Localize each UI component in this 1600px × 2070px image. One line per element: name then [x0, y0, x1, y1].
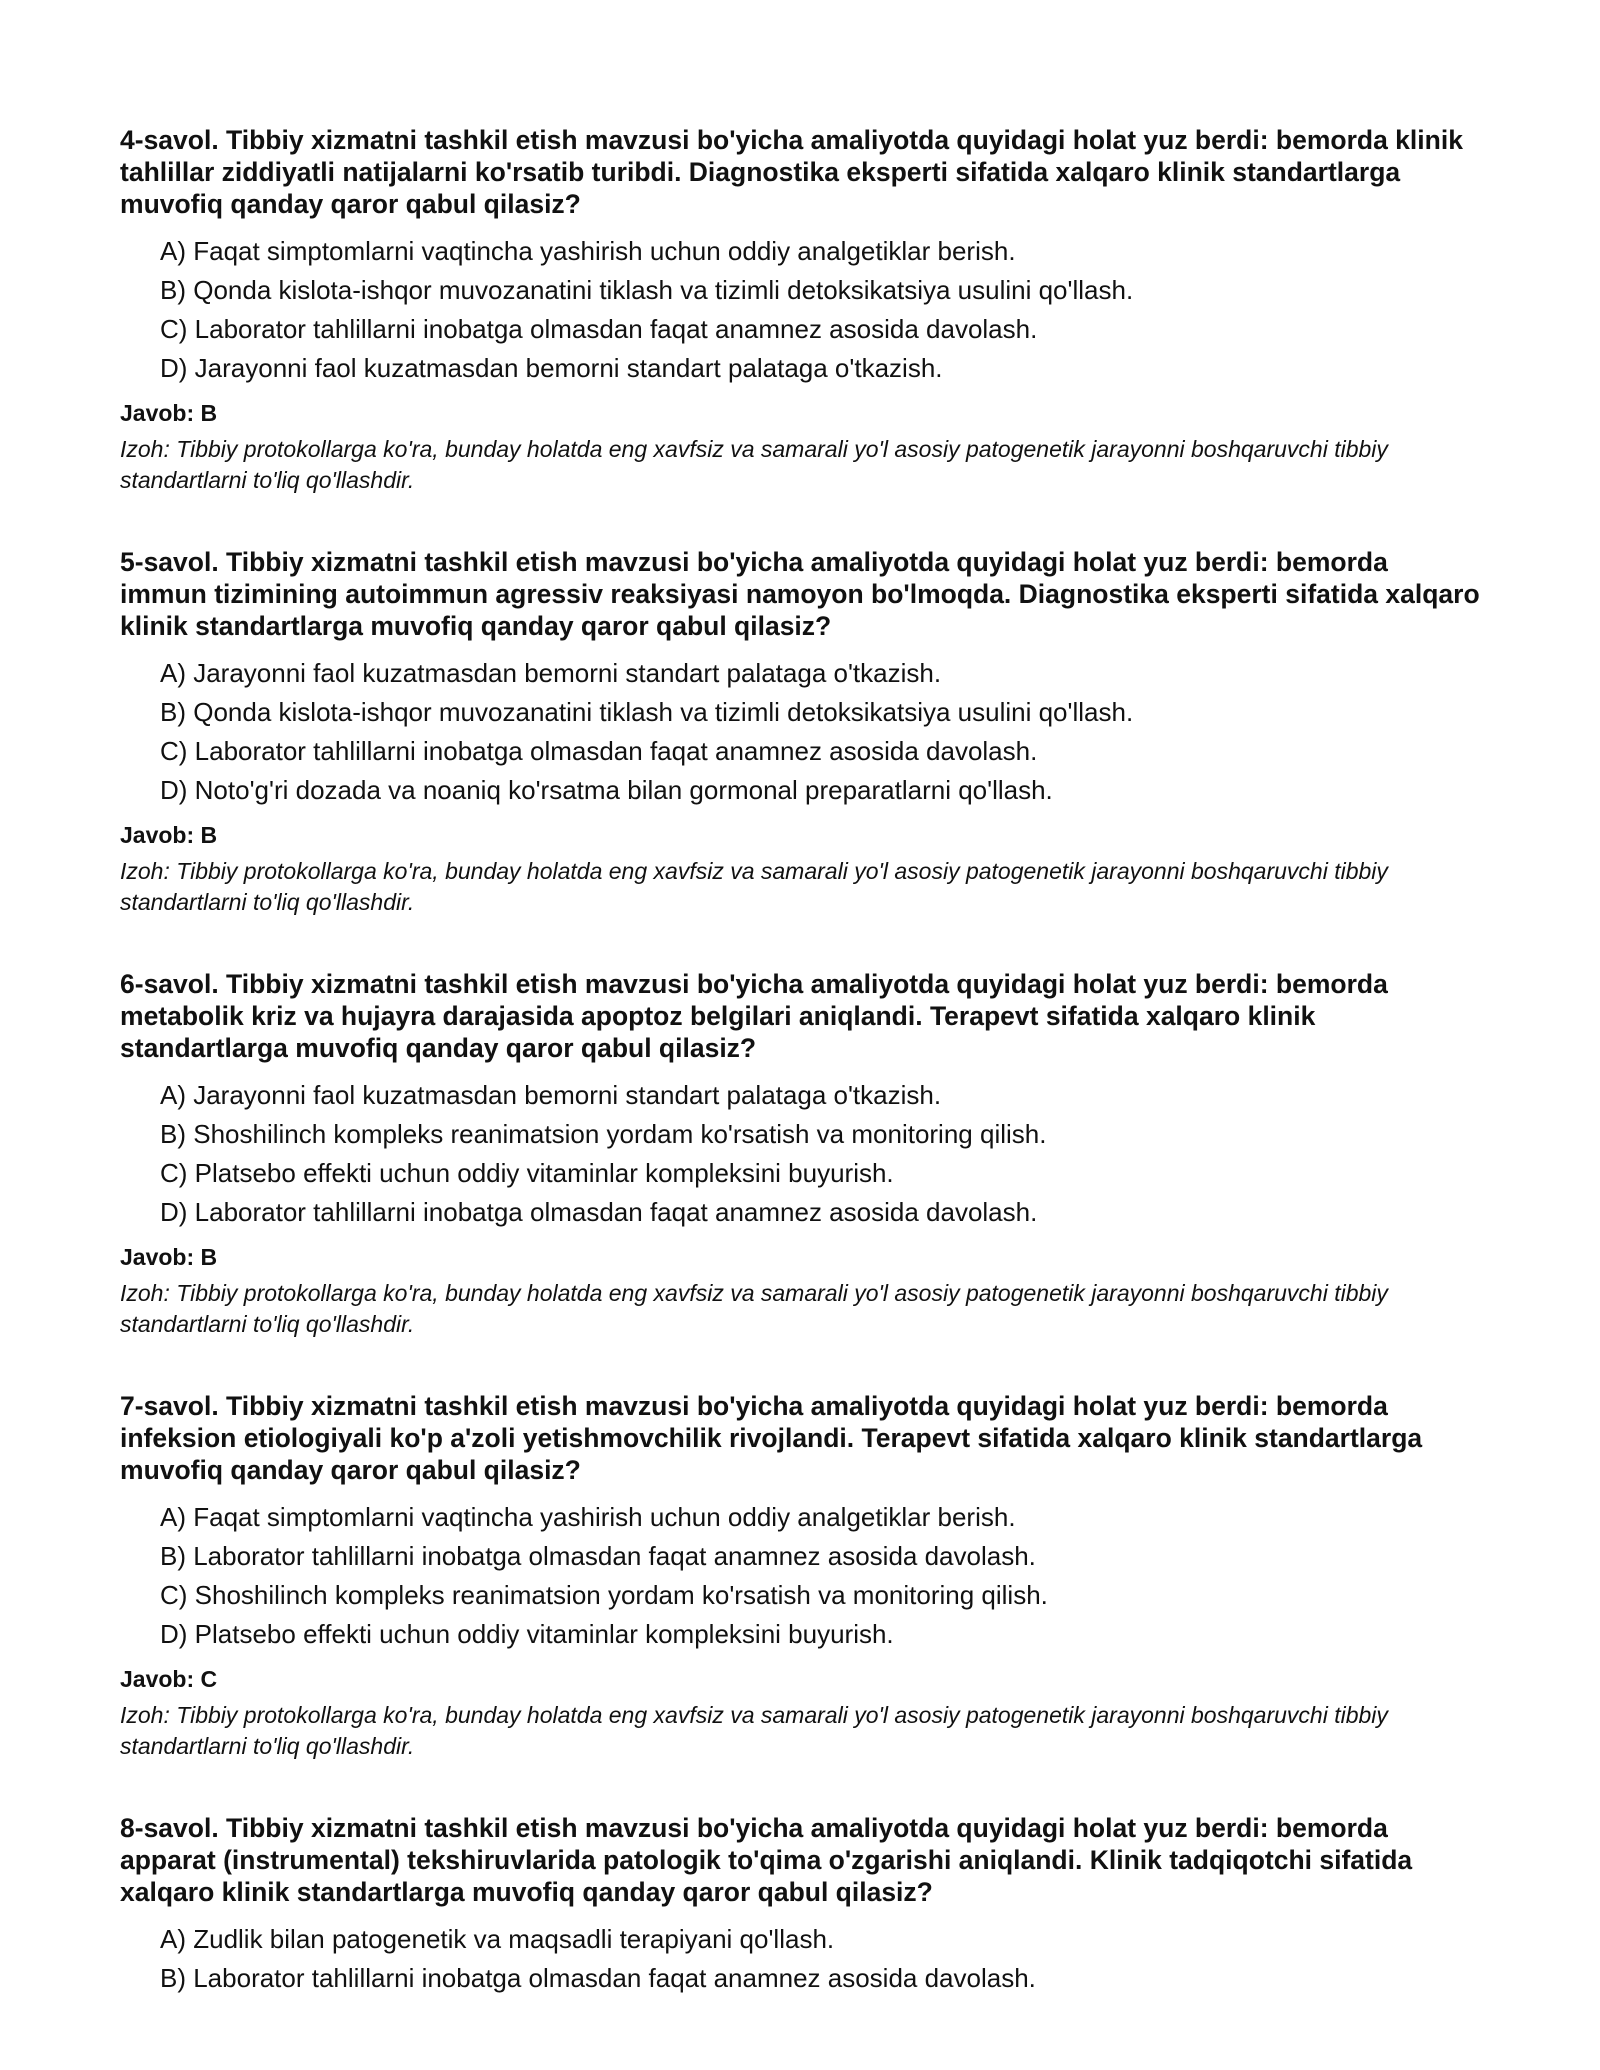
option-c: C) Laborator tahlillarni inobatga olmasdan faqat anamnez asosida davolash.	[160, 736, 1038, 766]
option-d: D) Platsebo effekti uchun oddiy vitaminlar kompleksini buyurish.	[160, 1619, 894, 1649]
options-list	[120, 1076, 1480, 1232]
option-b: B) Shoshilinch kompleks reanimatsion yordam ko'rsatish va monitoring qilish.	[160, 1119, 1047, 1149]
explanation-note: Izoh: Tibbiy protokollarga ko'ra, bunday holatda eng xavfsiz va samarali yo'l asosiy patogenetik jarayonni boshqaruvchi tibbiy standartlarni to'liq qo'llashdir.	[120, 436, 1388, 493]
explanation-note: Izoh: Tibbiy protokollarga ko'ra, bunday holatda eng xavfsiz va samarali yo'l asosiy patogenetik jarayonni boshqaruvchi tibbiy standartlarni to'liq qo'llashdir.	[120, 1702, 1388, 1759]
options-list	[120, 1498, 1480, 1654]
option-a: A) Jarayonni faol kuzatmasdan bemorni standart palataga o'tkazish.	[160, 1080, 942, 1110]
option-b: B) Qonda kislota-ishqor muvozanatini tiklash va tizimli detoksikatsiya usulini qo'llash.	[160, 275, 1134, 305]
question-text: 5-savol. Tibbiy xizmatni tashkil etish mavzusi bo'yicha amaliyotda quyidagi holat yuz berdi: bemorda immun tizimining autoimmun agressiv reaksiyasi namoyon bo'lmoqda. Diagnostika eksperti sifatida xalqaro klinik standartlarga muvofiq qanday qaror qabul qilasiz?	[120, 547, 1480, 641]
option-d: D) Laborator tahlillarni inobatga olmasdan faqat anamnez asosida davolash.	[160, 1197, 1038, 1227]
question-block	[120, 1390, 1480, 1762]
option-a: A) Faqat simptomlarni vaqtincha yashirish uchun oddiy analgetiklar berish.	[160, 1502, 1016, 1532]
question-block	[120, 1812, 1480, 1998]
answer-line: Javob: B	[120, 400, 218, 426]
explanation-note: Izoh: Tibbiy protokollarga ko'ra, bunday holatda eng xavfsiz va samarali yo'l asosiy patogenetik jarayonni boshqaruvchi tibbiy standartlarni to'liq qo'llashdir.	[120, 1280, 1388, 1337]
option-a: A) Faqat simptomlarni vaqtincha yashirish uchun oddiy analgetiklar berish.	[160, 236, 1016, 266]
option-b: B) Laborator tahlillarni inobatga olmasdan faqat anamnez asosida davolash.	[160, 1541, 1036, 1571]
answer-line: Javob: B	[120, 1244, 218, 1270]
option-a: A) Jarayonni faol kuzatmasdan bemorni standart palataga o'tkazish.	[160, 658, 942, 688]
question-block	[120, 968, 1480, 1340]
options-list	[120, 1920, 1480, 1998]
option-a: A) Zudlik bilan patogenetik va maqsadli terapiyani qo'llash.	[160, 1924, 835, 1954]
option-d: D) Noto'g'ri dozada va noaniq ko'rsatma bilan gormonal preparatlarni qo'llash.	[160, 775, 1053, 805]
question-text: 4-savol. Tibbiy xizmatni tashkil etish mavzusi bo'yicha amaliyotda quyidagi holat yuz berdi: bemorda klinik tahlillar ziddiyatli natijalarni ko'rsatib turibdi. Diagnostika eksperti sifatida xalqaro klinik standartlarga muvofiq qanday qaror qabul qilasiz?	[120, 125, 1463, 219]
question-text: 6-savol. Tibbiy xizmatni tashkil etish mavzusi bo'yicha amaliyotda quyidagi holat yuz berdi: bemorda metabolik kriz va hujayra darajasida apoptoz belgilari aniqlandi. Terapevt sifatida xalqaro klinik standartlarga muvofiq qanday qaror qabul qilasiz?	[120, 969, 1388, 1063]
option-b: B) Qonda kislota-ishqor muvozanatini tiklash va tizimli detoksikatsiya usulini qo'llash.	[160, 697, 1134, 727]
options-list	[120, 654, 1480, 810]
question-block	[120, 124, 1480, 496]
option-c: C) Laborator tahlillarni inobatga olmasdan faqat anamnez asosida davolash.	[160, 314, 1038, 344]
answer-line: Javob: B	[120, 822, 218, 848]
question-text: 8-savol. Tibbiy xizmatni tashkil etish mavzusi bo'yicha amaliyotda quyidagi holat yuz berdi: bemorda apparat (instrumental) tekshiruvlarida patologik to'qima o'zgarishi aniqlandi. Klinik tadqiqotchi sifatida xalqaro klinik standartlarga muvofiq qanday qaror qabul qilasiz?	[120, 1813, 1413, 1907]
question-block	[120, 546, 1480, 918]
option-c: C) Platsebo effekti uchun oddiy vitaminlar kompleksini buyurish.	[160, 1158, 894, 1188]
explanation-note: Izoh: Tibbiy protokollarga ko'ra, bunday holatda eng xavfsiz va samarali yo'l asosiy patogenetik jarayonni boshqaruvchi tibbiy standartlarni to'liq qo'llashdir.	[120, 858, 1388, 915]
answer-line: Javob: C	[120, 1666, 218, 1692]
option-c: C) Shoshilinch kompleks reanimatsion yordam ko'rsatish va monitoring qilish.	[160, 1580, 1048, 1610]
options-list	[120, 232, 1480, 388]
option-b: B) Laborator tahlillarni inobatga olmasdan faqat anamnez asosida davolash.	[160, 1963, 1036, 1993]
option-d: D) Jarayonni faol kuzatmasdan bemorni standart palataga o'tkazish.	[160, 353, 943, 383]
question-text: 7-savol. Tibbiy xizmatni tashkil etish mavzusi bo'yicha amaliyotda quyidagi holat yuz berdi: bemorda infeksion etiologiyali ko'p a'zoli yetishmovchilik rivojlandi. Terapevt sifatida xalqaro klinik standartlarga muvofiq qanday qaror qabul qilasiz?	[120, 1391, 1423, 1485]
